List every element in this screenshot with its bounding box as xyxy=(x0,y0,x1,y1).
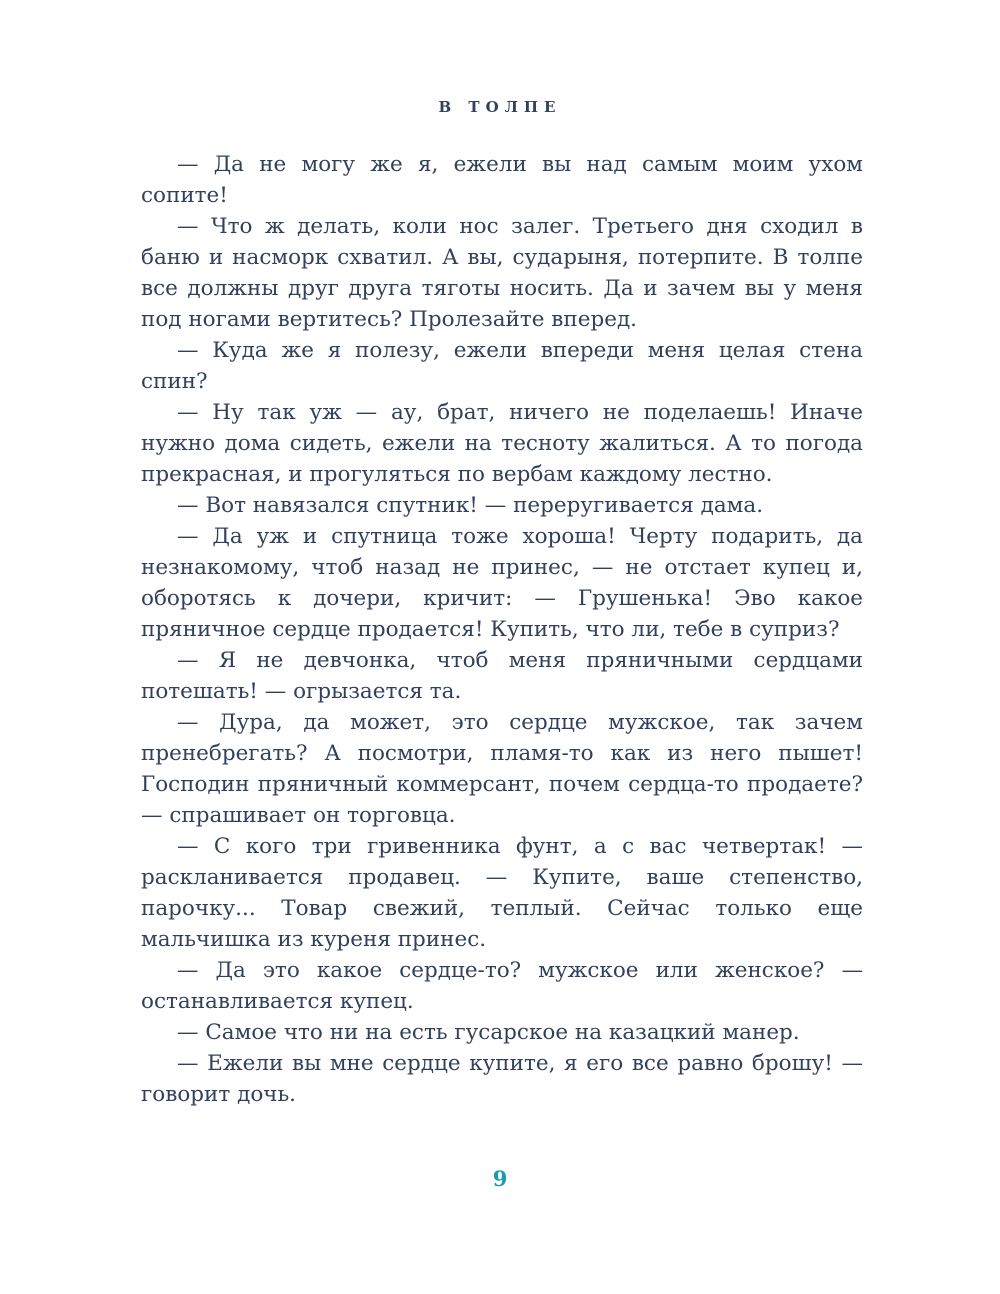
running-header: В ТОЛПЕ xyxy=(438,98,562,116)
paragraph: — Да не могу же я, ежели вы над самым моим ухом сопите! xyxy=(141,152,863,208)
paragraph: — Дура, да может, это сердце мужское, так зачем пренебрегать? А посмотри, пламя-то как из него пышет! Господин пряничный коммерсант, почем сердца-то продаете? — спрашивает он торговца. xyxy=(141,710,863,828)
paragraph: — Самое что ни на есть гусарское на казацкий манер. xyxy=(177,1020,800,1045)
paragraph: — Да это какое сердце-то? мужское или женское? — останавливается купец. xyxy=(141,958,863,1014)
text-block xyxy=(141,149,863,1110)
paragraph: — Я не девчонка, чтоб меня пряничными сердцами потешать! — огрызается та. xyxy=(141,648,863,704)
paragraph: — Да уж и спутница тоже хороша! Черту подарить, да незнакомому, чтоб назад не принес, — не отстает купец и, оборотясь к дочери, кричит: — Грушенька! Эво какое пряничное сердце продается! Купить, что ли, тебе в суприз? xyxy=(141,524,863,642)
paragraph: — Что ж делать, коли нос залег. Третьего дня сходил в баню и насморк схватил. А вы, сударыня, потерпите. В толпе все должны друг друга тяготы носить. Да и зачем вы у меня под ногами вертитесь? Пролезайте вперед. xyxy=(141,214,863,332)
paragraph: — Вот навязался спутник! — переругивается дама. xyxy=(177,493,764,518)
page-number: 9 xyxy=(492,1166,508,1191)
paragraph: — С кого три гривенника фунт, а с вас четвертак! — раскланивается продавец. — Купите, ваше степенство, парочку... Товар свежий, теплый. Сейчас только еще мальчишка из куреня принес. xyxy=(141,834,863,952)
paragraph: — Ежели вы мне сердце купите, я его все равно брошу! — говорит дочь. xyxy=(141,1051,863,1107)
paragraph: — Ну так уж — ау, брат, ничего не поделаешь! Иначе нужно дома сидеть, ежели на тесноту жалиться. А то погода прекрасная, и прогуляться по вербам каждому лестно. xyxy=(141,400,863,487)
paragraph: — Куда же я полезу, ежели впереди меня целая стена спин? xyxy=(141,338,863,394)
